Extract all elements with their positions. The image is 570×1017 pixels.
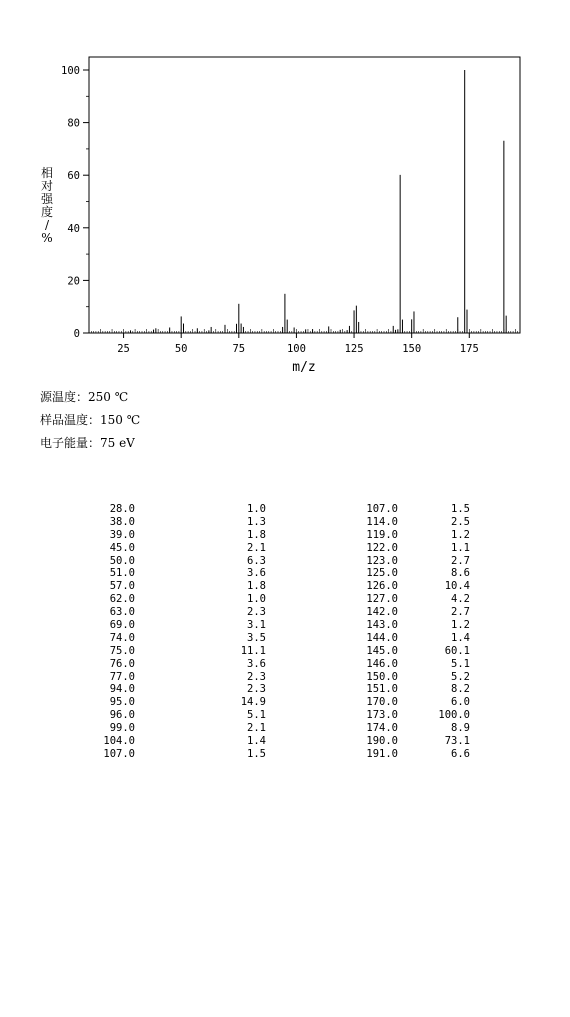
y-tick-label: 100	[61, 65, 80, 77]
intensity-value: 3.6	[247, 657, 266, 670]
mz-value: 74.0	[109, 631, 135, 644]
mz-value: 145.0	[366, 644, 398, 657]
table-row	[60, 554, 266, 568]
mz-value: 107.0	[103, 747, 135, 760]
intensity-value: 8.9	[451, 722, 470, 735]
table-row	[60, 619, 266, 632]
table-row	[60, 515, 266, 529]
mz-value: 77.0	[109, 670, 135, 683]
mz-value: 75.0	[109, 644, 135, 657]
table-row	[320, 593, 480, 606]
table-row	[60, 593, 266, 606]
intensity-value: 5.2	[451, 670, 470, 683]
intensity-value: 1.3	[247, 515, 266, 528]
mz-value: 146.0	[366, 657, 398, 670]
svg-text:相对强度/%: 相对强度/ %	[40, 166, 54, 245]
mz-value: 123.0	[366, 554, 398, 567]
mz-value: 63.0	[109, 606, 135, 619]
mz-value: 39.0	[109, 528, 135, 541]
intensity-value: 5.1	[451, 657, 470, 670]
intensity-value: 4.2	[451, 593, 470, 606]
intensity-value: 6.6	[451, 747, 470, 760]
table-row	[320, 632, 480, 645]
x-tick-label: 100	[286, 343, 306, 355]
intensity-value: 6.0	[451, 696, 470, 709]
mz-value: 122.0	[366, 541, 398, 554]
table-row	[320, 516, 480, 529]
table-row	[320, 696, 480, 709]
table-row	[320, 529, 480, 542]
intensity-value: 1.5	[247, 747, 266, 760]
intensity-value: 1.5	[451, 503, 470, 515]
mz-value: 69.0	[109, 619, 135, 632]
y-tick-label: 20	[67, 275, 80, 288]
mz-value: 94.0	[109, 683, 135, 696]
mass-spectrum-chart	[0, 0, 570, 380]
intensity-value: 2.7	[451, 606, 470, 619]
x-tick-label: 75	[232, 343, 246, 355]
mz-value: 142.0	[366, 606, 398, 619]
mz-value: 174.0	[366, 722, 398, 735]
mz-value: 119.0	[366, 528, 398, 541]
sample-temperature: 样品温度：150 ℃	[40, 413, 141, 427]
peak-table-left	[60, 503, 266, 761]
intensity-value: 1.8	[247, 528, 266, 541]
intensity-value: 6.3	[247, 554, 266, 567]
mz-value: 190.0	[366, 735, 398, 748]
x-tick-label: 125	[344, 343, 364, 355]
table-row	[320, 658, 480, 671]
mz-value: 170.0	[366, 696, 398, 709]
y-tick-label: 80	[67, 117, 80, 130]
table-row	[60, 683, 266, 696]
intensity-value: 2.3	[247, 683, 266, 696]
table-row	[60, 606, 266, 619]
intensity-value: 1.4	[451, 631, 470, 644]
table-row	[60, 735, 266, 748]
intensity-value: 1.2	[451, 619, 470, 632]
table-row	[60, 657, 266, 671]
mz-value: 173.0	[366, 709, 398, 722]
mz-value: 51.0	[109, 567, 135, 580]
electron-energy: 电子能量：75 eV	[40, 436, 135, 450]
mz-value: 57.0	[109, 580, 135, 593]
y-tick-label: 60	[67, 170, 80, 183]
table-row	[320, 683, 480, 696]
y-axis-ticks	[61, 65, 89, 340]
mz-value: 107.0	[366, 503, 398, 515]
mz-value: 28.0	[109, 503, 135, 515]
table-row	[320, 748, 480, 761]
mz-value: 127.0	[366, 593, 398, 606]
intensity-value: 73.1	[444, 735, 470, 748]
intensity-value: 1.1	[451, 541, 470, 554]
table-row	[320, 619, 480, 632]
table-row	[320, 606, 480, 619]
intensity-value: 2.1	[247, 541, 266, 554]
mz-value: 76.0	[109, 657, 135, 670]
peak-table-right	[320, 503, 480, 761]
mz-value: 144.0	[366, 631, 398, 644]
intensity-value: 2.7	[451, 554, 470, 567]
mz-value: 151.0	[366, 683, 398, 696]
intensity-value: 3.5	[247, 631, 266, 644]
x-axis-ticks	[117, 333, 479, 355]
intensity-value: 10.4	[444, 580, 470, 593]
mz-value: 38.0	[109, 515, 135, 528]
table-row	[60, 709, 266, 722]
mz-value: 126.0	[366, 580, 398, 593]
x-tick-label: 175	[459, 343, 479, 355]
table-row	[60, 670, 266, 684]
table-row	[60, 747, 266, 761]
intensity-value: 2.1	[247, 722, 266, 735]
mz-value: 96.0	[109, 709, 135, 722]
intensity-value: 3.6	[247, 567, 266, 580]
mz-value: 150.0	[366, 670, 398, 683]
table-row	[320, 542, 480, 555]
intensity-value: 1.0	[247, 593, 266, 606]
mz-value: 114.0	[366, 515, 398, 528]
table-row	[320, 503, 480, 516]
table-row	[320, 645, 480, 658]
intensity-value: 1.4	[247, 735, 266, 748]
y-tick-label: 0	[73, 328, 80, 340]
intensity-value: 2.5	[451, 515, 470, 528]
table-row	[60, 644, 266, 658]
mz-value: 62.0	[109, 593, 135, 606]
intensity-value: 100.0	[438, 709, 470, 722]
table-row	[60, 528, 266, 542]
mz-value: 104.0	[103, 735, 135, 748]
table-row	[60, 580, 266, 593]
table-row	[320, 555, 480, 568]
intensity-value: 11.1	[240, 644, 266, 657]
table-row	[320, 735, 480, 748]
intensity-value: 2.3	[247, 670, 266, 683]
intensity-value: 3.1	[247, 619, 266, 632]
x-axis-label: m/z	[292, 360, 316, 375]
table-row	[320, 722, 480, 735]
table-row	[60, 696, 266, 709]
table-row	[320, 671, 480, 684]
intensity-value: 8.6	[451, 567, 470, 580]
mz-value: 143.0	[366, 619, 398, 632]
intensity-value: 8.2	[451, 683, 470, 696]
mz-value: 50.0	[109, 554, 135, 567]
spectrum-peaks	[130, 70, 506, 333]
mz-value: 99.0	[109, 722, 135, 735]
intensity-value: 5.1	[247, 709, 266, 722]
x-tick-label: 150	[402, 343, 422, 355]
table-row	[60, 541, 266, 555]
table-row	[60, 722, 266, 735]
x-tick-label: 50	[174, 343, 188, 355]
intensity-value: 60.1	[444, 644, 470, 657]
intensity-value: 1.0	[247, 503, 266, 515]
table-row	[60, 567, 266, 580]
table-row	[60, 503, 266, 516]
table-row	[320, 709, 480, 722]
intensity-value: 1.2	[451, 528, 470, 541]
mz-value: 125.0	[366, 567, 398, 580]
table-row	[320, 567, 480, 580]
source-temperature: 源温度：250 ℃	[40, 390, 129, 404]
intensity-value: 2.3	[247, 606, 266, 619]
intensity-value: 14.9	[240, 696, 266, 709]
mz-value: 95.0	[109, 696, 135, 709]
plot-frame	[89, 57, 520, 333]
x-tick-label: 25	[117, 343, 130, 355]
table-row	[60, 631, 266, 645]
y-axis-label	[41, 165, 54, 245]
table-row	[320, 580, 480, 593]
mz-value: 191.0	[366, 747, 398, 760]
mz-value: 45.0	[109, 541, 135, 554]
y-tick-label: 40	[67, 222, 80, 235]
intensity-value: 1.8	[247, 580, 266, 593]
